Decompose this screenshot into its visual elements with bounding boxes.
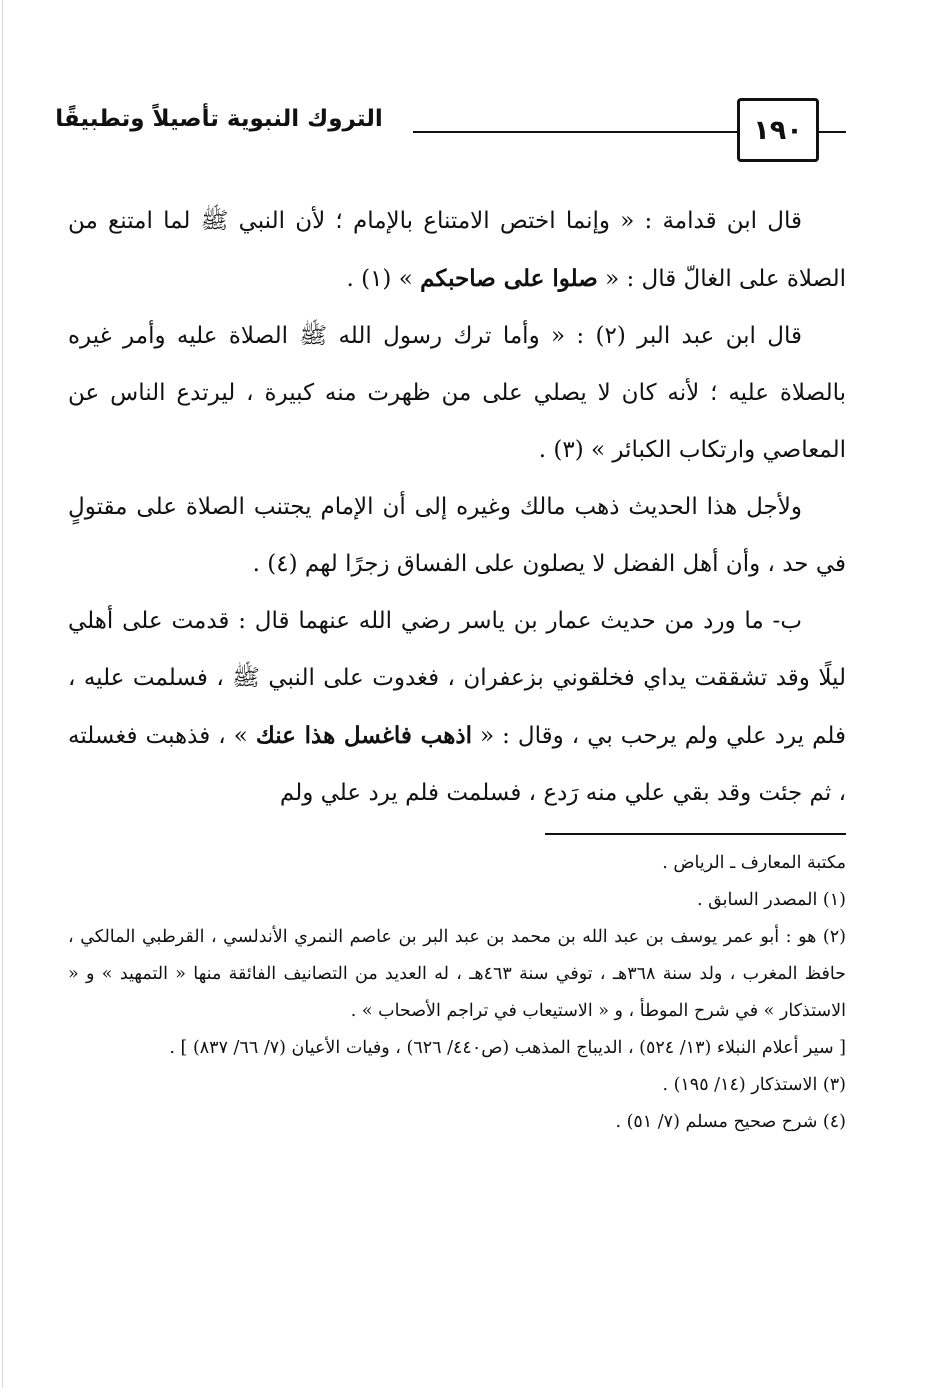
- paragraph-ibn-qudama-end: » (١) .: [346, 266, 413, 292]
- footnote-continuation: مكتبة المعارف ـ الرياض .: [662, 853, 846, 873]
- footnote-3: (٣) الاستذكار (١٤/ ١٩٥) .: [662, 1075, 846, 1095]
- running-title: التروك النبوية تأصيلاً وتطبيقًا: [55, 106, 383, 132]
- footnote-2: (٢) هو : أبو عمر يوسف بن عبد الله بن محمد بن عبد البر بن عاصم النمري الأندلسي ، القرطبي المالكي ، حافظ المغرب ، ولد سنة ٣٦٨هـ ، توفي سنة ٤٦٣هـ ، له العديد من التصانيف الفائقة منها « التمهيد » و « الاستذكار » في شرح الموطأ ، و « الاستيعاب في تراجم الأصحاب » .: [68, 927, 846, 1021]
- header-rule-left: [413, 131, 737, 133]
- footnote-1: (١) المصدر السابق .: [696, 890, 846, 910]
- paragraph-ammar-text: ب- ما ورد من حديث عمار بن ياسر رضي الله عنهما قال : قدمت على أهلي ليلًا وقد تشققت يداي فخلقوني بزعفران ، فغدوت على النبي ﷺ ، فسلمت عليه ، فلم يرد علي ولم يرحب بي ، وقال : «: [68, 608, 846, 749]
- scan-edge: [2, 0, 3, 1388]
- paragraph-ibn-qudama: [68, 193, 846, 308]
- header-rule-right: [816, 131, 846, 133]
- footnote-separator: [545, 833, 846, 835]
- main-text: [68, 193, 846, 822]
- paragraph-ibn-qudama-text: قال ابن قدامة : « وإنما اختص الامتناع بالإمام ؛ لأن النبي ﷺ لما امتنع من الصلاة على الغالّ قال : «: [68, 208, 846, 292]
- hadith-quote-bold: صلوا على صاحبكم: [420, 265, 598, 292]
- footnote-4: (٤) شرح صحيح مسلم (٧/ ٥١) .: [615, 1112, 846, 1132]
- footnote-2-sources: [ سير أعلام النبلاء (١٣/ ٥٢٤) ، الديباج المذهب (ص٤٤٠/ ٦٢٦) ، وفيات الأعيان (٧/ ٦٦/ ٨٣٧) ] .: [169, 1038, 846, 1058]
- page-header: [0, 88, 939, 178]
- paragraph-ibn-abd-al-barr: قال ابن عبد البر (٢) : « وأما ترك رسول الله ﷺ الصلاة عليه وأمر غيره بالصلاة عليه ؛ لأنه كان لا يصلي على من ظهرت منه كبيرة ، ليرتدع الناس عن المعاصي وارتكاب الكبائر » (٣) .: [68, 323, 846, 463]
- footnotes: [68, 845, 846, 1141]
- paragraph-ammar-hadith: [68, 593, 846, 822]
- hadith-quote-bold: اذهب فاغسل هذا عنك: [255, 722, 472, 749]
- page-number: ١٩٠: [737, 98, 819, 162]
- paragraph-ammar-end: » ، فذهبت فغسلته ، ثم جئت وقد بقي علي منه رَدع ، فسلمت فلم يرد علي ولم: [68, 723, 846, 806]
- paragraph-malik: ولأجل هذا الحديث ذهب مالك وغيره إلى أن الإمام يجتنب الصلاة على مقتولٍ في حد ، وأن أهل الفضل لا يصلون على الفساق زجرًا لهم (٤) .: [68, 494, 846, 577]
